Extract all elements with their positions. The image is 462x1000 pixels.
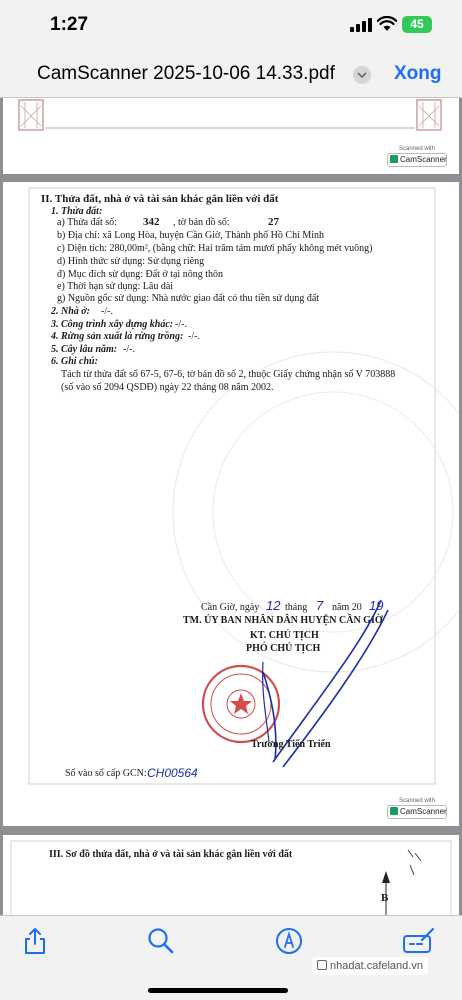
map-number: 27 bbox=[268, 216, 279, 228]
status-time: 1:27 bbox=[50, 14, 89, 35]
notes-label: 6. Ghi chú: bbox=[51, 356, 98, 367]
purpose-line: đ) Mục đích sử dụng: Đất ở tại nông thôn bbox=[57, 269, 223, 280]
share-icon[interactable] bbox=[20, 926, 50, 956]
camscanner-logo bbox=[387, 153, 447, 167]
parcel-number: 342 bbox=[143, 216, 160, 228]
notes-line-2: (số vào số 2094 QSDĐ) ngày 22 tháng 08 năm 2002. bbox=[61, 382, 274, 393]
pdf-page-1 bbox=[3, 98, 459, 174]
top-bar bbox=[0, 0, 462, 98]
camscanner-badge bbox=[387, 798, 447, 819]
date-place: Cần Giờ, ngày bbox=[201, 602, 260, 613]
battery-icon: 45 bbox=[402, 16, 432, 33]
wifi-icon bbox=[377, 16, 397, 32]
camscanner-logo bbox=[387, 805, 447, 819]
scanned-with-text: Scanned with bbox=[398, 798, 436, 804]
chevron-down-icon[interactable] bbox=[353, 66, 371, 84]
home-indicator bbox=[148, 988, 288, 993]
cs-logo-icon bbox=[390, 155, 398, 163]
construction-value: -/-. bbox=[175, 319, 187, 330]
date-month: 7 bbox=[316, 598, 324, 613]
registry-label: Số vào sổ cấp GCN: bbox=[65, 768, 147, 779]
land-heading: 1. Thửa đất: bbox=[51, 206, 103, 217]
authority-title: TM. ỦY BAN NHÂN DÂN HUYỆN CẦN GIỜ bbox=[183, 615, 383, 626]
date-month-label: tháng bbox=[285, 602, 308, 613]
cs-logo-icon bbox=[390, 807, 398, 815]
date-day: 12 bbox=[266, 598, 281, 613]
document-title[interactable]: CamScanner 2025-10-06 14.33.pdf bbox=[37, 63, 335, 84]
section-heading-3: III. Sơ đồ thửa đất, nhà ở và tài sản khác gắn liền với đất bbox=[49, 849, 293, 860]
forest-value: -/-. bbox=[188, 331, 200, 342]
camscanner-text: CamScanner bbox=[400, 807, 447, 816]
cellular-signal-icon bbox=[350, 18, 372, 32]
perennial-label: 5. Cây lâu năm: bbox=[51, 344, 118, 355]
house-label: 2. Nhà ở: bbox=[51, 306, 90, 317]
area-line: c) Diện tích: 280,00m², (bằng chữ: Hai trăm tám mươi phẩy không mét vuông) bbox=[57, 243, 373, 254]
search-icon[interactable] bbox=[146, 926, 176, 956]
home-icon bbox=[317, 960, 327, 970]
markup-icon[interactable] bbox=[274, 926, 304, 956]
registry-value: CH00564 bbox=[147, 766, 198, 780]
compass-label: B bbox=[381, 892, 389, 904]
annotate-icon[interactable] bbox=[402, 926, 436, 956]
pdf-page-3 bbox=[3, 835, 459, 915]
signer-name: Trương Tiến Triển bbox=[251, 739, 331, 750]
scanned-with-text: Scanned with bbox=[398, 146, 436, 152]
pdf-page-2 bbox=[3, 182, 459, 826]
parcel-label: a) Thửa đất số: bbox=[57, 217, 117, 228]
watermark bbox=[312, 957, 428, 975]
date-year: 19 bbox=[369, 598, 384, 613]
section-heading: II. Thửa đất, nhà ở và tài sản khác gắn liền với đất bbox=[41, 193, 279, 205]
notes-line-1: Tách từ thửa đất số 67-5, 67-6, tờ bản đồ số 2, thuộc Giấy chứng nhận số V 703888 bbox=[61, 369, 396, 380]
camscanner-text: CamScanner bbox=[400, 155, 447, 164]
decorative-border bbox=[3, 98, 459, 138]
use-form-line: d) Hình thức sử dụng: Sử dụng riêng bbox=[57, 256, 205, 267]
done-button[interactable]: Xong bbox=[394, 63, 442, 84]
date-year-label: năm 20 bbox=[332, 602, 362, 613]
origin-line: g) Nguồn gốc sử dụng: Nhà nước giao đất có thu tiền sử dụng đất bbox=[57, 293, 320, 304]
map-label: , tờ bản đồ số: bbox=[173, 217, 230, 228]
house-value: -/-. bbox=[101, 306, 113, 317]
construction-label: 3. Công trình xây dựng khác: bbox=[51, 319, 174, 330]
watermark-text: nhadat.cafeland.vn bbox=[330, 960, 423, 972]
perennial-value: -/-. bbox=[123, 344, 135, 355]
address-line: b) Địa chỉ: xã Long Hòa, huyện Cần Giờ, Thành phố Hồ Chí Minh bbox=[57, 230, 325, 241]
page-frame bbox=[3, 835, 459, 915]
term-line: e) Thời hạn sử dụng: Lâu dài bbox=[57, 281, 174, 292]
forest-label: 4. Rừng sản xuất là rừng trồng: bbox=[51, 331, 184, 342]
deputy-title: KT. CHỦ TỊCH bbox=[250, 630, 319, 641]
camscanner-badge bbox=[387, 146, 447, 167]
vice-chair-title: PHÓ CHỦ TỊCH bbox=[246, 643, 321, 654]
